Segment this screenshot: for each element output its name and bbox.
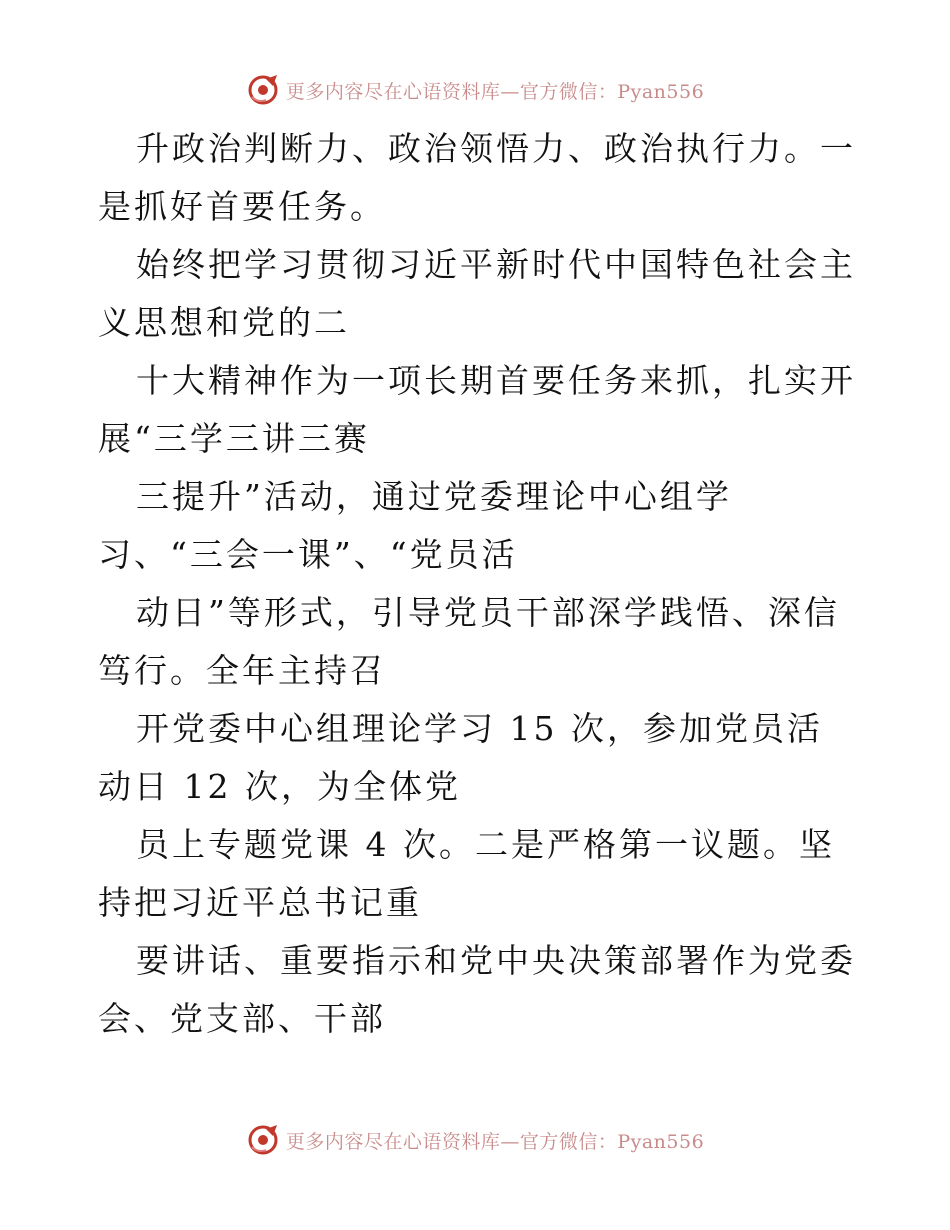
watermark-text: 更多内容尽在心语资料库—官方微信：Pyan556 [285, 1130, 705, 1153]
paragraph-2: 始终把学习贯彻习近平新时代中国特色社会主义思想和党的二 [98, 245, 856, 342]
watermark-text: 更多内容尽在心语资料库—官方微信：Pyan556 [285, 80, 705, 103]
document-body [98, 120, 858, 1048]
brand-logo-icon [246, 73, 280, 107]
paragraph-7: 员上专题党课 4 次。二是严格第一议题。坚持把习近平总书记重 [98, 825, 835, 922]
paragraph-5: 动日”等形式，引导党员干部深学践悟、深信笃行。全年主持召 [98, 593, 840, 690]
footer-watermark [0, 1120, 950, 1160]
paragraph-3: 十大精神作为一项长期首要任务来抓，扎实开展“三学三讲三赛 [98, 361, 856, 458]
paragraph-1: 升政治判断力、政治领悟力、政治执行力。一是抓好首要任务。 [98, 129, 856, 226]
paragraph-4: 三提升”活动，通过党委理论中心组学习、“三会一课”、“党员活 [98, 477, 732, 574]
brand-logo-icon [246, 1123, 280, 1157]
paragraph-8: 要讲话、重要指示和党中央决策部署作为党委会、党支部、干部 [98, 941, 856, 1038]
header-watermark [0, 70, 950, 110]
paragraph-6: 开党委中心组理论学习 15 次，参加党员活动日 12 次，为全体党 [98, 709, 823, 806]
